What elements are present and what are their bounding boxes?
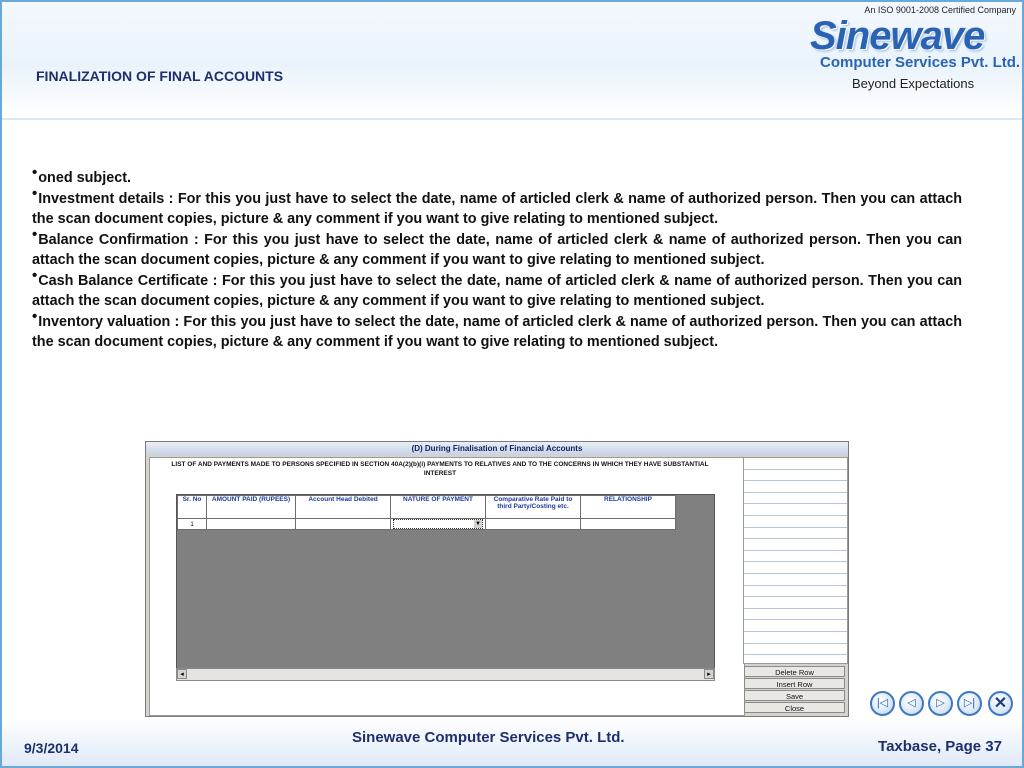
scroll-right-icon[interactable]: ▸ xyxy=(704,669,714,679)
column-header-sr-no[interactable]: Sr. No xyxy=(178,496,207,519)
table-row[interactable] xyxy=(178,519,676,530)
bullet-item xyxy=(32,225,962,271)
bullet-dot-icon: • xyxy=(32,164,38,181)
nature-of-payment-select[interactable] xyxy=(393,519,483,529)
bullet-list xyxy=(32,164,962,353)
previous-slide-button[interactable]: ◁ xyxy=(899,691,924,716)
list-item[interactable] xyxy=(744,562,847,574)
bullet-text: Cash Balance Certificate : For this you just have to select the date, name of articled clerk & name of authorized person. Then you can attach the scan document copies, picture & any comment if you want to give relating to mentioned subject. xyxy=(32,272,962,309)
list-item[interactable] xyxy=(744,620,847,632)
cell-account-head[interactable] xyxy=(296,519,391,530)
list-item[interactable] xyxy=(744,644,847,656)
header-divider xyxy=(2,118,1022,120)
app-main-panel xyxy=(149,457,745,716)
company-logo xyxy=(800,2,1022,112)
scroll-left-icon[interactable]: ◂ xyxy=(177,669,187,679)
list-item[interactable] xyxy=(744,609,847,621)
list-item[interactable] xyxy=(744,458,847,470)
bullet-dot-icon: • xyxy=(32,266,38,284)
logo-iso-text: An ISO 9001-2008 Certified Company xyxy=(864,5,1016,15)
save-button[interactable]: Save xyxy=(744,690,845,701)
bullet-dot-icon: • xyxy=(32,225,38,243)
bullet-dot-icon: • xyxy=(32,184,38,202)
bullet-text: Investment details : For this you just have to select the date, name of articled clerk & name of authorized person. Then you can attach the scan document copies, picture & any comment if you want to give relating to mentioned subject. xyxy=(32,190,962,227)
delete-row-button[interactable]: Delete Row xyxy=(744,666,845,677)
list-item[interactable] xyxy=(744,597,847,609)
bullet-text: oned subject. xyxy=(38,170,132,186)
grid-table xyxy=(177,495,676,530)
data-grid xyxy=(176,494,715,671)
cell-relationship[interactable] xyxy=(581,519,676,530)
column-header-amount-paid[interactable]: AMOUNT PAID (RUPEES) xyxy=(207,496,296,519)
bullet-item xyxy=(32,184,962,230)
bullet-item xyxy=(32,266,962,312)
last-slide-button[interactable]: ▷| xyxy=(957,691,982,716)
column-header-account-head[interactable]: Account Head Debited xyxy=(296,496,391,519)
list-item[interactable] xyxy=(744,586,847,598)
column-header-nature-of-payment[interactable]: NATURE OF PAYMENT xyxy=(391,496,486,519)
next-slide-button[interactable]: ▷ xyxy=(928,691,953,716)
bullet-dot-icon: • xyxy=(32,307,38,325)
footer-company: Sinewave Computer Services Pvt. Ltd. xyxy=(352,729,625,746)
logo-tagline: Beyond Expectations xyxy=(852,76,975,91)
footer-date: 9/3/2014 xyxy=(24,740,79,756)
insert-row-button[interactable]: Insert Row xyxy=(744,678,845,689)
list-item[interactable] xyxy=(744,574,847,586)
list-item[interactable] xyxy=(744,504,847,516)
list-item[interactable] xyxy=(744,528,847,540)
logo-name: Sinewave xyxy=(810,14,985,58)
cell-nature-of-payment[interactable] xyxy=(391,519,486,530)
app-caption: LIST OF AND PAYMENTS MADE TO PERSONS SPECIFIED IN SECTION 40A(2)(b)(i) PAYMENTS TO RELATIVES AND TO THE CONCERNS IN WHICH THEY HAVE SUBSTANTIAL INTEREST xyxy=(171,461,709,477)
list-item[interactable] xyxy=(744,632,847,644)
list-item[interactable] xyxy=(744,470,847,482)
cell-amount-paid[interactable] xyxy=(207,519,296,530)
app-window-title: (D) During Finalisation of Financial Accounts xyxy=(146,442,848,455)
first-slide-button[interactable]: |◁ xyxy=(870,691,895,716)
list-item[interactable] xyxy=(744,539,847,551)
horizontal-scrollbar[interactable] xyxy=(176,668,715,681)
bullet-text: Balance Confirmation : For this you just have to select the date, name of articled clerk & name of authorized person. Then you can attach the scan document copies, picture & any comment if you want to give relating to mentioned subject. xyxy=(32,231,962,268)
cell-sr-no: 1 xyxy=(178,519,207,530)
bullet-item xyxy=(32,307,962,353)
chevron-down-icon[interactable]: ▼ xyxy=(475,521,481,527)
list-item[interactable] xyxy=(744,493,847,505)
bullet-text: Inventory valuation : For this you just have to select the date, name of articled clerk & name of authorized person. Then you can attach the scan document copies, picture & any comment if you want to give relating to mentioned subject. xyxy=(32,313,962,350)
column-header-comparative-rate[interactable]: Comparative Rate Paid to third Party/Costing etc. xyxy=(486,496,581,519)
close-button[interactable]: Close xyxy=(744,702,845,713)
logo-subtitle: Computer Services Pvt. Ltd. xyxy=(820,54,1021,71)
column-header-relationship[interactable]: RELATIONSHIP xyxy=(581,496,676,519)
close-icon[interactable]: ✕ xyxy=(988,691,1013,716)
slide-title: FINALIZATION OF FINAL ACCOUNTS xyxy=(36,68,284,84)
list-item[interactable] xyxy=(744,481,847,493)
list-item[interactable] xyxy=(744,551,847,563)
list-item[interactable] xyxy=(744,516,847,528)
side-list[interactable] xyxy=(743,457,848,664)
cell-comparative-rate[interactable] xyxy=(486,519,581,530)
app-window xyxy=(145,441,849,717)
bullet-item xyxy=(32,164,962,189)
footer-page-number: Taxbase, Page 37 xyxy=(878,738,1002,755)
